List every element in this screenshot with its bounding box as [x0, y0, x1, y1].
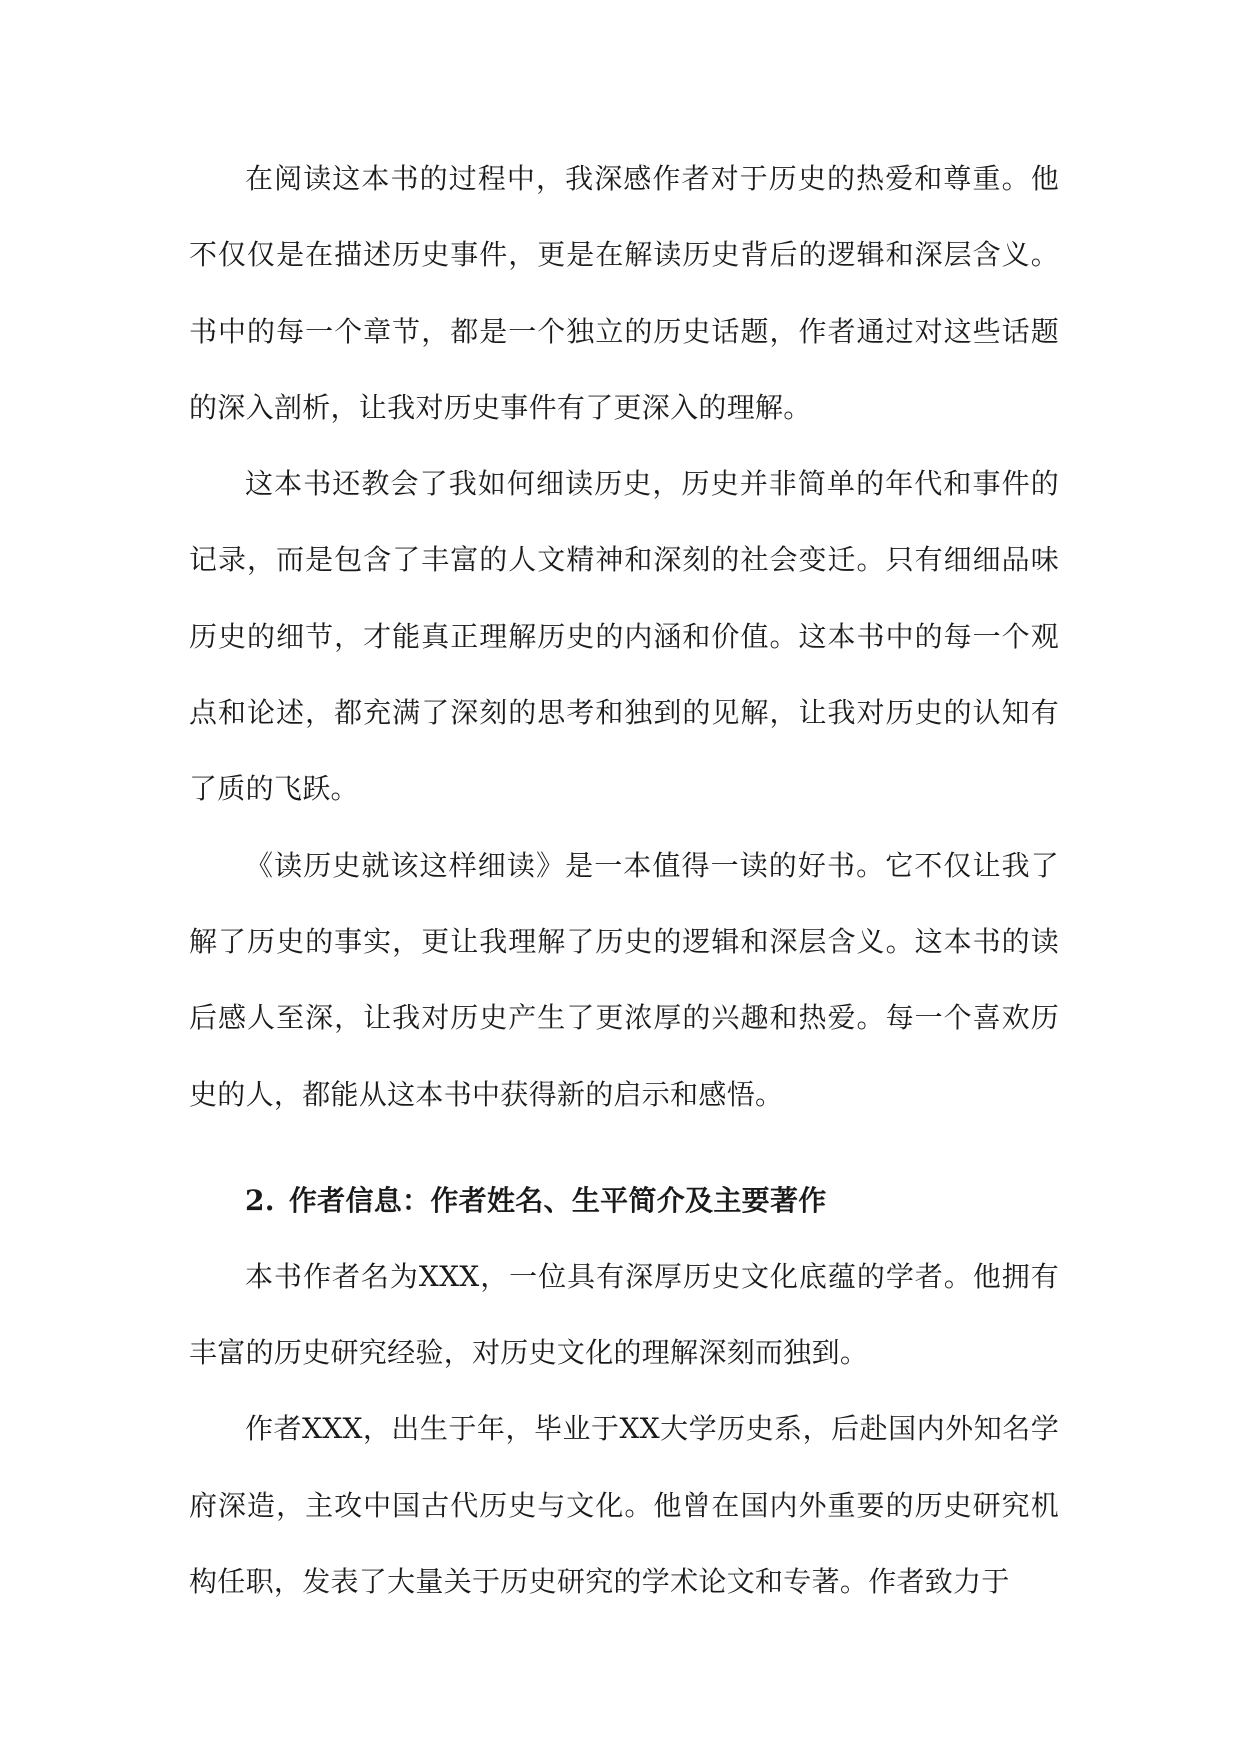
paragraph-reading-impression: 在阅读这本书的过程中，我深感作者对于历史的热爱和尊重。他不仅仅是在描述历史事件，更是在解读历史背后的逻辑和深层含义。书中的每一个章节，都是一个独立的历史话题，作者通过对这些话题的深入剖析，让我对历史事件有了更深入的理解。: [189, 162, 1059, 424]
section-heading: [189, 1163, 1059, 1239]
section-title: 作者信息：作者姓名、生平简介及主要著作: [288, 1183, 827, 1217]
paragraph-author-intro: 本书作者名为XXX，一位具有深厚历史文化底蕴的学者。他拥有丰富的历史研究经验，对历史文化的理解深刻而独到。: [189, 1259, 1059, 1370]
paragraph-close-reading: 这本书还教会了我如何细读历史，历史并非简单的年代和事件的记录，而是包含了丰富的人文精神和深刻的社会变迁。只有细细品味历史的细节，才能真正理解历史的内涵和价值。这本书中的每一个观点和论述，都充满了深刻的思考和独到的见解，让我对历史的认知有了质的飞跃。: [189, 467, 1059, 806]
paragraph-author-biography: 作者XXX，出生于年，毕业于XX大学历史系，后赴国内外知名学府深造，主攻中国古代历史与文化。他曾在国内外重要的历史研究机构任职，发表了大量关于历史研究的学术论文和专著。作者致力于: [189, 1412, 1059, 1599]
paragraph-book-recommendation: 《读历史就该这样细读》是一本值得一读的好书。它不仅让我了解了历史的事实，更让我理解了历史的逻辑和深层含义。这本书的读后感人至深，让我对历史产生了更浓厚的兴趣和热爱。每一个喜欢历史的人，都能从这本书中获得新的启示和感悟。: [189, 848, 1059, 1111]
document-body: [189, 141, 1059, 1620]
section-number: 2.: [245, 1183, 275, 1217]
